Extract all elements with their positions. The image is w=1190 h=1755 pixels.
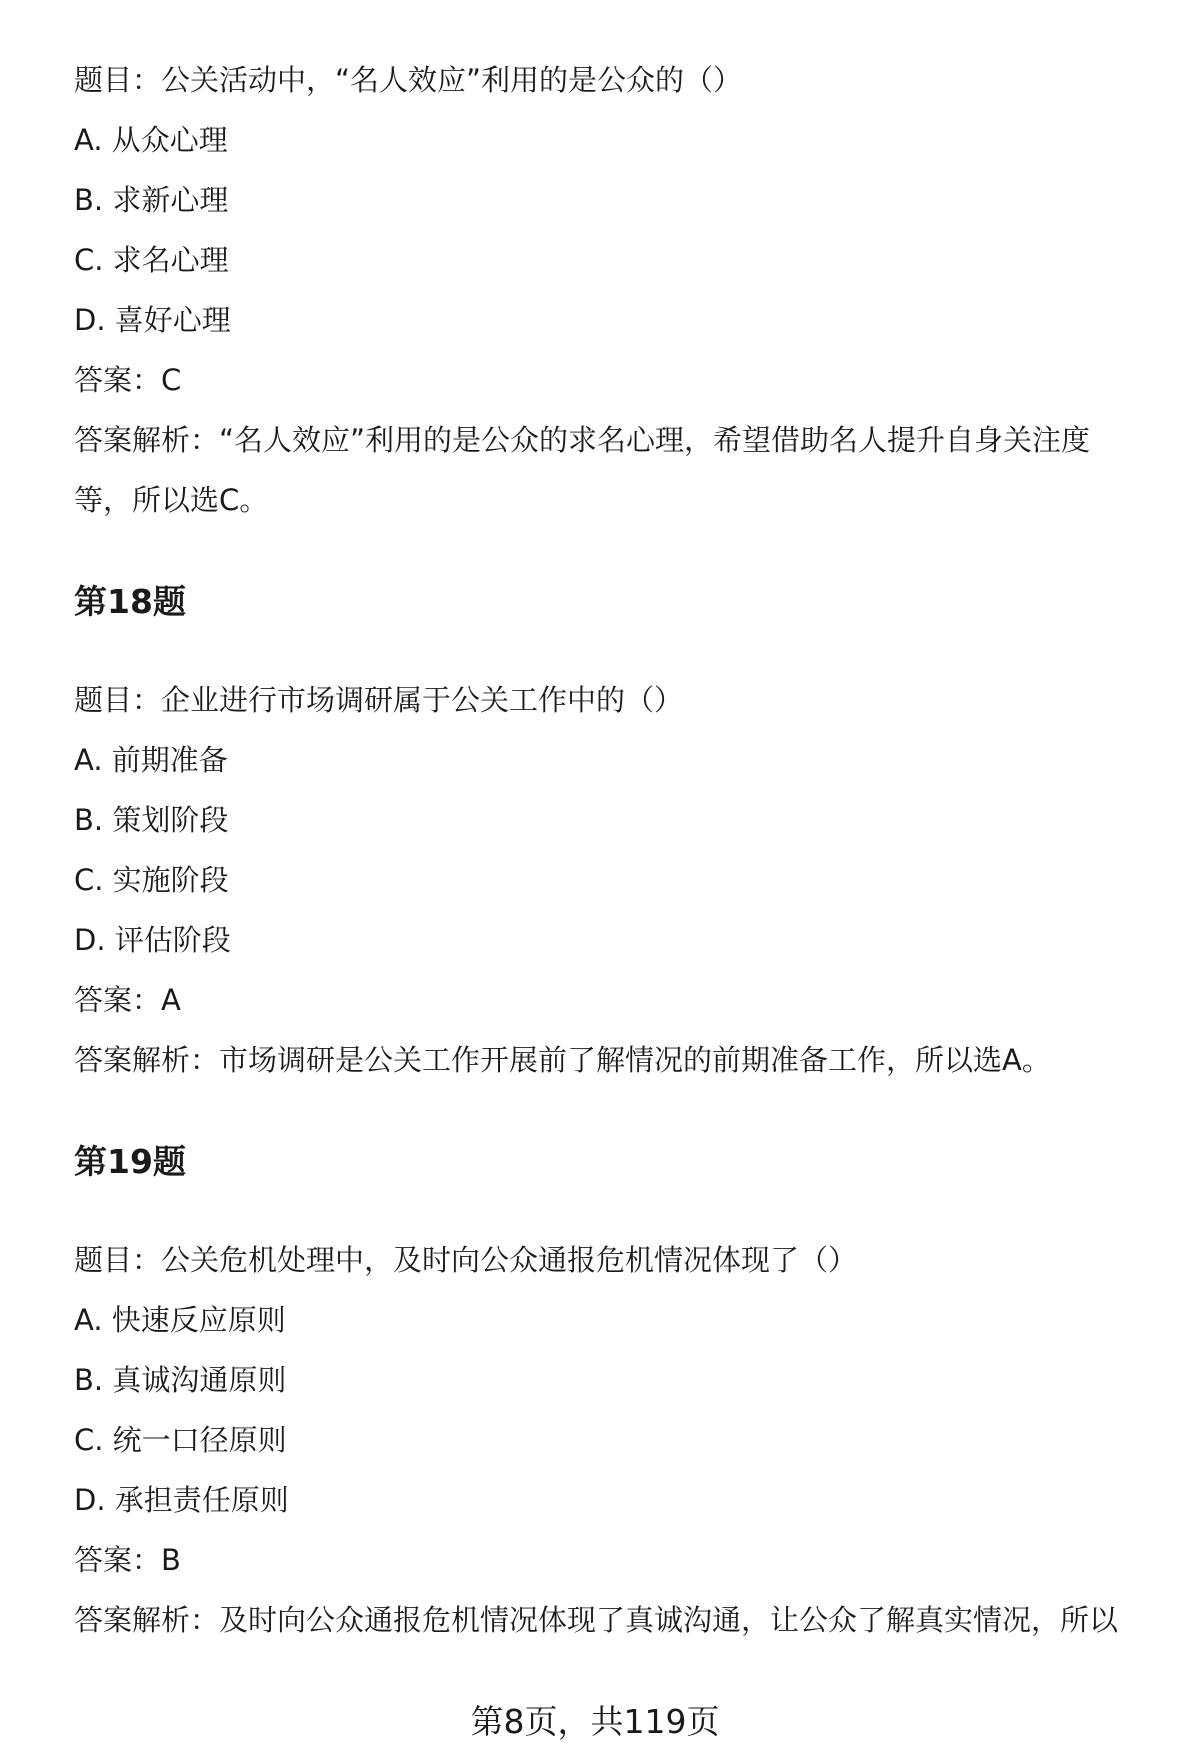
q18-option-b: B. 策划阶段 — [74, 803, 229, 837]
q19-option-d: D. 承担责任原则 — [74, 1483, 289, 1517]
q18-question: 题目：企业进行市场调研属于公关工作中的（） — [74, 683, 684, 717]
q19-option-a: A. 快速反应原则 — [74, 1303, 286, 1337]
q19-heading: 第19题 — [74, 1142, 186, 1181]
q17-explanation-line2: 等，所以选C。 — [74, 483, 269, 517]
q18-answer: 答案：A — [74, 983, 181, 1017]
page-indicator: 第8页，共119页 — [470, 1702, 720, 1741]
q19-answer: 答案：B — [74, 1543, 181, 1577]
q17-option-b: B. 求新心理 — [74, 183, 229, 217]
q18-option-c: C. 实施阶段 — [74, 863, 229, 897]
q18-option-a: A. 前期准备 — [74, 743, 228, 777]
q17-option-d: D. 喜好心理 — [74, 303, 231, 337]
q17-option-c: C. 求名心理 — [74, 243, 229, 277]
q17-question: 题目：公关活动中，“名人效应”利用的是公众的（） — [74, 63, 743, 97]
q19-question: 题目：公关危机处理中，及时向公众通报危机情况体现了（） — [74, 1243, 858, 1277]
q17-option-a: A. 从众心理 — [74, 123, 228, 157]
q18-explanation-line1: 答案解析：市场调研是公关工作开展前了解情况的前期准备工作，所以选A。 — [74, 1043, 1051, 1077]
q19-explanation-line1: 答案解析：及时向公众通报危机情况体现了真诚沟通，让公众了解真实情况，所以 — [74, 1603, 1119, 1637]
q18-option-d: D. 评估阶段 — [74, 923, 231, 957]
q19-option-b: B. 真诚沟通原则 — [74, 1363, 287, 1397]
q17-answer: 答案：C — [74, 363, 182, 397]
q17-explanation-line1: 答案解析：“名人效应”利用的是公众的求名心理，希望借助名人提升自身关注度 — [74, 423, 1091, 457]
q19-option-c: C. 统一口径原则 — [74, 1423, 287, 1457]
q18-heading: 第18题 — [74, 582, 186, 621]
